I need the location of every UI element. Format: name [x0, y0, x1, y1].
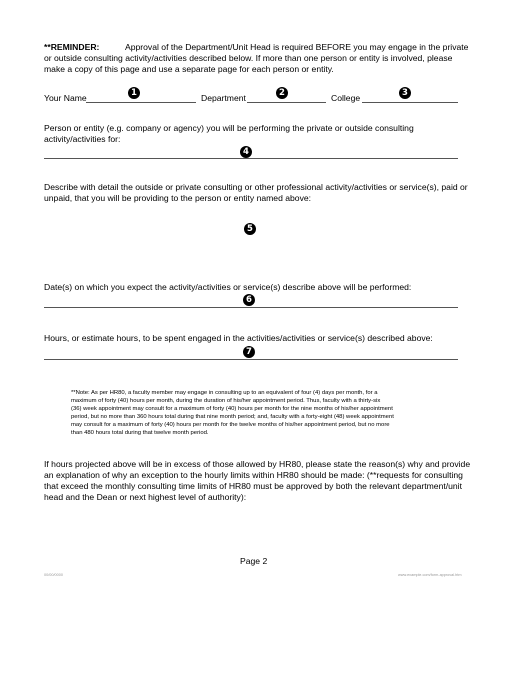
excess-hours-text-line4: head and the Dean or next highest level of authority):	[44, 492, 247, 502]
college-field[interactable]	[362, 102, 458, 103]
describe-activity-text-line2: unpaid, that you will be providing to the person or entity named above:	[44, 193, 312, 203]
hr80-note-line1: **Note: As per HR80, a faculty member may engage in consulting up to an equivalent of four (4) days per month, for a	[71, 390, 378, 396]
describe-activity-text-line1: Describe with detail the outside or private consulting or other professional activity/activities or service(s), paid or	[44, 182, 468, 192]
reminder-label: **REMINDER:	[44, 42, 100, 52]
marker-2-badge: 2	[276, 87, 288, 99]
reminder-text-line1: Approval of the Department/Unit Head is required BEFORE you may engage in the private	[125, 42, 469, 52]
footer-left-code: 00/00/0000	[44, 573, 64, 577]
marker-7-badge: 7	[243, 346, 255, 358]
hr80-note-line5: may consult for a maximum of forty (40) hours per month for the twelve months of his/her appointment period, but no more	[71, 422, 390, 428]
person-entity-text-line2: activity/activities for:	[44, 134, 121, 144]
marker-6-badge: 6	[243, 294, 255, 306]
college-label: College	[331, 93, 361, 103]
excess-hours-text-line1: If hours projected above will be in excess of those allowed by HR80, please state the reason(s) why and provide	[44, 459, 471, 469]
person-entity-field[interactable]	[44, 158, 458, 159]
footer-right-code: www.example.com/form-approval.htm	[398, 573, 462, 577]
reminder-text-line2: or outside consulting activity/activities described below. If more than one person or entity is involved, please	[44, 53, 453, 63]
hr80-note-line6: than 480 hours total during that twelve month period.	[71, 430, 209, 436]
excess-hours-area[interactable]	[44, 506, 458, 550]
hr80-note-line3: (36) week appointment may consult for a maximum of forty (40) hours per month for the nine months of his/her appointment	[71, 406, 393, 412]
describe-activity-area[interactable]	[44, 206, 458, 274]
hours-field[interactable]	[44, 359, 458, 360]
your-name-field[interactable]	[86, 102, 196, 103]
excess-hours-text-line3: that exceed the monthly consulting time limits of HR80 must be approved by both the relevant department/unit	[44, 481, 462, 491]
page-number: Page 2	[240, 556, 268, 566]
department-field[interactable]	[247, 102, 326, 103]
reminder-text-line3: make a copy of this page and use a separate page for each person or entity.	[44, 64, 334, 74]
dates-text: Date(s) on which you expect the activity/activities or service(s) describe above will be performed:	[44, 282, 412, 292]
person-entity-text-line1: Person or entity (e.g. company or agency) you will be performing the private or outside consulting	[44, 123, 414, 133]
hours-text: Hours, or estimate hours, to be spent engaged in the activities/activities or service(s) described above:	[44, 333, 433, 343]
dates-field[interactable]	[44, 307, 458, 308]
excess-hours-text-line2: an explanation of why an exception to the hourly limits within HR80 should be made: (**requests for consulting	[44, 470, 463, 480]
marker-1-badge: 1	[128, 87, 140, 99]
hr80-note-line4: period, but no more than 360 hours total during that nine month period; and, faculty with a forty-eight (48) week appointment	[71, 414, 394, 420]
marker-5-badge: 5	[244, 223, 256, 235]
marker-3-badge: 3	[399, 87, 411, 99]
marker-4-badge: 4	[240, 146, 252, 158]
department-label: Department	[201, 93, 246, 103]
your-name-label: Your Name	[44, 93, 87, 103]
hr80-note-line2: maximum of forty (40) hours per month, during the duration of his/her appointment period. Thus, faculty with a thirty-six	[71, 398, 381, 404]
